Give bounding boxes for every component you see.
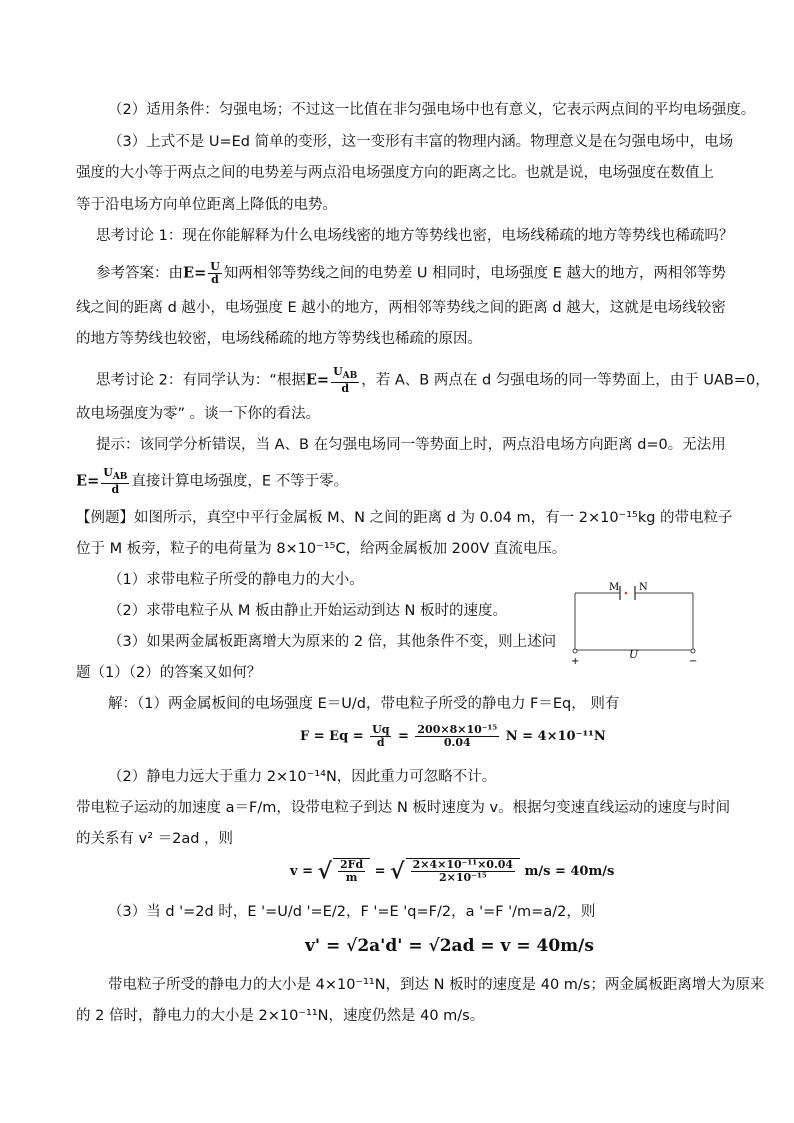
equation-new-velocity: v' = √2a'd' = √2ad = v = 40m/s [305, 936, 594, 956]
sqrt-symbol: √ [390, 858, 405, 885]
hint-line1: 提示：该同学分析错误，当 A、B 在匀强电场同一等势面上时，两点沿电场方向距离 d=0。无法用 [96, 437, 726, 453]
paragraph-meaning-l2: 强度的大小等于两点之间的电势差与两点沿电场强度方向的距离之比。也就是说，电场强度在数值上 [76, 165, 714, 181]
example-question-3a: （3）如果两金属板距离增大为原来的 2 倍，其他条件不变，则上述问 [108, 634, 557, 650]
paragraph-meaning-l3: 等于沿电场方向单位距离上降低的电势。 [76, 197, 337, 213]
equation-force [300, 724, 606, 749]
fraction-2Fd-over-m [338, 859, 365, 884]
formula-equals: = [194, 264, 207, 282]
fraction-numerator: U [210, 260, 220, 273]
fraction-numerator: Uq [372, 723, 390, 736]
discussion-question-1: 思考讨论 1：现在你能解释为什么电场线密的地方等势线也密，电场线稀疏的地方等势线也稀疏吗？ [96, 228, 734, 244]
fraction-numerator: 2×4×10⁻¹¹×0.04 [412, 858, 514, 871]
formula-equals: = [397, 729, 409, 744]
eq-velocity-rhs: m/s = 40m/s [524, 864, 615, 879]
fraction-numerator [101, 467, 129, 484]
question-2-line2: 故电场强度为零” 。谈一下你的看法。 [76, 406, 321, 422]
discussion-question-2 [96, 366, 770, 395]
fraction-denominator: 0.04 [443, 736, 471, 749]
fraction-values [415, 724, 499, 749]
fraction-denominator: d [341, 382, 350, 396]
formula-E: E [183, 264, 195, 282]
example-line2: 位于 M 板旁，粒子的电荷量为 8×10⁻¹⁵C，给两金属板加 200V 直流电压。 [76, 541, 567, 557]
hint-line2 [76, 467, 348, 496]
fraction-U: U [103, 466, 113, 479]
hint-suffix: 直接计算电场强度，E 不等于零。 [131, 473, 349, 490]
label-M: M [609, 582, 620, 593]
label-N: N [639, 582, 648, 593]
fraction-denominator: d [111, 483, 120, 497]
fraction-UAB-over-d [101, 467, 129, 496]
circuit-diagram [565, 576, 705, 666]
paragraph-meaning-l1: （3）上式不是 U=Ed 简单的变形，这一变形有丰富的物理内涵。物理意义是在匀强电场中，电场 [108, 134, 734, 150]
fraction-denominator: d [211, 273, 219, 286]
fraction-U: U [333, 365, 343, 378]
fraction-denominator: d [376, 736, 385, 749]
eq-velocity-lhs: v = [290, 864, 313, 879]
solution-line5: （3）当 d '=2d 时，E '=U/d '=E/2，F '=E 'q=F/2，a '=F '/m=a/2，则 [108, 904, 596, 920]
example-question-3b: 题（1）（2）的答案又如何？ [76, 665, 262, 681]
sqrt-body-1 [333, 858, 370, 884]
eq-force-lhs: F = Eq = [300, 729, 364, 744]
fraction-denominator: 2×10⁻¹⁵ [439, 871, 487, 884]
subscript-AB: AB [112, 472, 128, 483]
sqrt-symbol: √ [317, 858, 332, 885]
answer-1-line2: 线之间的距离 d 越小，电场强度 E 越小的地方，两相邻等势线之间的距离 d 越大，这就是电场线较密 [76, 300, 726, 316]
question-2-prefix: 思考讨论 2：有同学认为：“根据 [96, 372, 306, 389]
example-question-2: （2）求带电粒子从 M 板由静止开始运动到达 N 板时的速度。 [108, 603, 508, 619]
sqrt-body-2 [406, 858, 521, 884]
charged-particle [625, 592, 628, 595]
formula-equals: = [316, 371, 330, 389]
answer-1-suffix: 知两相邻等势线之间的电势差 U 相同时，电场强度 E 越大的地方，两相邻等势 [223, 265, 727, 282]
label-plus: + [571, 656, 580, 666]
conclusion-line2: 的 2 倍时，静电力的大小是 2×10⁻¹¹N，速度仍然是 40 m/s。 [76, 1008, 485, 1024]
formula-E: E [305, 371, 317, 389]
fraction-values [411, 859, 516, 884]
fraction-Uq-over-d [370, 724, 391, 749]
answer-1-line3: 的地方等势线也较密，电场线稀疏的地方等势线也稀疏的原因。 [76, 331, 482, 347]
fraction-numerator [331, 366, 359, 383]
eq-force-rhs: N = 4×10⁻¹¹N [505, 729, 606, 744]
fraction-numerator: 200×8×10⁻¹⁵ [417, 723, 498, 736]
formula-equals: = [87, 472, 100, 490]
equation-velocity [290, 858, 614, 885]
example-line1: 【例题】如图所示，真空中平行金属板 M、N 之间的距离 d 为 0.04 m，有一 2×10⁻¹⁵kg 的带电粒子 [76, 510, 733, 526]
fraction-UAB-over-d [331, 366, 359, 395]
formula-equals: = [374, 864, 386, 879]
fraction-numerator: 2Fd [339, 858, 364, 871]
solution-line2: （2）静电力远大于重力 2×10⁻¹⁴N，因此重力可忽略不计。 [108, 769, 497, 785]
example-question-1: （1）求带电粒子所受的静电力的大小。 [108, 572, 364, 588]
label-U: U [629, 648, 639, 661]
conclusion-line1: 带电粒子所受的静电力的大小是 4×10⁻¹¹N，到达 N 板时的速度是 40 m/s；两金属板距离增大为原来 [108, 977, 765, 993]
question-2-suffix: ，若 A、B 两点在 d 匀强电场的同一等势面上，由于 UAB=0， [361, 372, 770, 389]
formula-E: E [76, 472, 88, 490]
terminal-positive [573, 649, 577, 653]
answer-1-line1 [96, 261, 726, 286]
paragraph-applicability: （2）适用条件：匀强电场；不过这一比值在非匀强电场中也有意义，它表示两点间的平均电场强度。 [108, 102, 756, 118]
fraction-denominator: m [345, 871, 358, 884]
subscript-AB: AB [342, 371, 358, 382]
solution-line1: 解：（1）两金属板间的电场强度 E＝U/d，带电粒子所受的静电力 F＝Eq， 则有 [108, 696, 620, 712]
solution-line4: 的关系有 v² ＝2ad ，则 [76, 831, 234, 847]
solution-line3: 带电粒子运动的加速度 a＝F/m，设带电粒子到达 N 板时速度为 v。根据匀变速直线运动的速度与时间 [76, 800, 731, 816]
label-minus: − [689, 656, 698, 666]
terminal-negative [691, 649, 695, 653]
answer-1-prefix: 参考答案：由 [96, 265, 183, 282]
fraction-U-over-d [208, 261, 222, 286]
